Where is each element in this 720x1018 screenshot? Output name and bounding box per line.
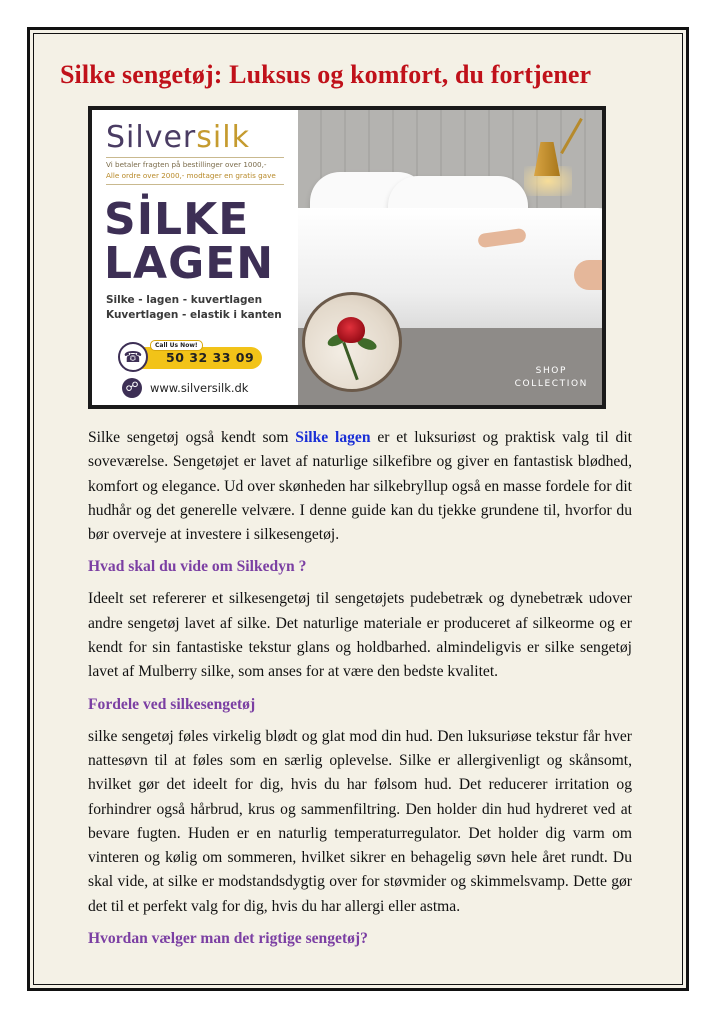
banner-headline-1: SİLKE xyxy=(104,194,250,245)
page-title: Silke sengetøj: Luksus og komfort, du fortjener xyxy=(60,60,592,89)
banner-headline-2: LAGEN xyxy=(104,238,275,289)
article-body xyxy=(88,426,632,959)
website-link[interactable]: www.silversilk.dk xyxy=(150,381,249,395)
brand-logo-part-1: Silver xyxy=(106,120,197,155)
brand-logo xyxy=(106,120,250,155)
hand-image xyxy=(574,260,602,290)
banner-subline-2: Kuvertlagen - elastik i kanten xyxy=(106,309,282,321)
call-label: Call Us Now! xyxy=(150,340,203,351)
brand-divider-2 xyxy=(106,184,284,185)
rose-icon xyxy=(337,317,365,343)
phone-number[interactable]: 50 32 33 09 xyxy=(166,350,255,365)
collection-label: COLLECTION xyxy=(514,379,588,389)
shop-label: SHOP xyxy=(535,366,568,376)
promo-banner[interactable] xyxy=(88,106,606,409)
heading-vaelge: Hvordan vælger man det rigtige sengetøj? xyxy=(88,930,368,948)
paragraph-fordele: silke sengetøj føles virkelig blødt og glat mod din hud. Den luksuriøse tekstur får hver nattesøvn til at føles som en særlig oplevelse. Silke er allergivenligt og skånsomt, hvilket gør det ideelt for dig, hvis du har følsom hud. Det reducerer irritation og forhindrer også hårbrud, krus og sammenfiltring. Den holder din hud hydreret ved at bevare fugten. Huden er en naturlig temperaturregulator. Det holder dig varm om vinteren og kølig om sommeren, hvilket sikrer en behagelig søvn hele året rundt. Du skal vide, at silke er modstandsdygtig over for støvmider og skimmelsvamp. Dette gør det til et perfekt valg for dig, hvis du har allergi eller astma. xyxy=(88,727,632,915)
shop-collection-link[interactable] xyxy=(515,365,588,391)
paragraph-intro xyxy=(88,426,632,547)
brand-divider xyxy=(106,157,284,158)
paragraph-intro-rest: er et luksuriøst og praktisk valg til dit soveværelse. Sengetøjet er lavet af naturlige silkefibre og giver en fantastisk blødhed, komfort og elegance. Ud over skønheden har silkebryllup også en masse fordele for dit hudhår og det generelle velvære. I denne guide kan du tjekke grundene til, hvorfor du bør overveje at investere i silkesengetøj. xyxy=(88,429,632,544)
brand-logo-part-2: silk xyxy=(196,120,250,155)
silke-lagen-link[interactable]: Silke lagen xyxy=(295,429,371,446)
banner-tagline-2: Alle ordre over 2000,- modtager en gratis gave xyxy=(106,171,276,180)
rose-stem xyxy=(342,342,358,381)
heading-fordele: Fordele ved silkesengetøj xyxy=(88,695,256,713)
rose-image xyxy=(302,292,402,392)
banner-subline-1: Silke - lagen - kuvertlagen xyxy=(106,294,263,306)
globe-icon: ☍ xyxy=(122,378,142,398)
banner-tagline-1: Vi betaler fragten på bestillinger over 1000,- xyxy=(106,160,267,169)
banner-text-panel xyxy=(92,110,298,405)
phone-icon: ☎ xyxy=(118,342,148,372)
paragraph-silkedyn: Ideelt set refererer et silkesengetøj til sengetøjets pudebetræk og dynebetræk udover andre sengetøj lavet af silke. Det naturlige materiale er produceret af silkeorme og er kendt for sin fantastiske tekstur glans og holdbarhed. almindeligvis er silke sengetøj lavet af Mulberry silke, som anses for at være den bedste kvalitet. xyxy=(88,590,632,681)
banner-photo xyxy=(298,110,602,405)
paragraph-intro-start: Silke sengetøj også kendt som xyxy=(88,429,296,446)
heading-silkedyn: Hvad skal du vide om Silkedyn ? xyxy=(88,558,307,576)
